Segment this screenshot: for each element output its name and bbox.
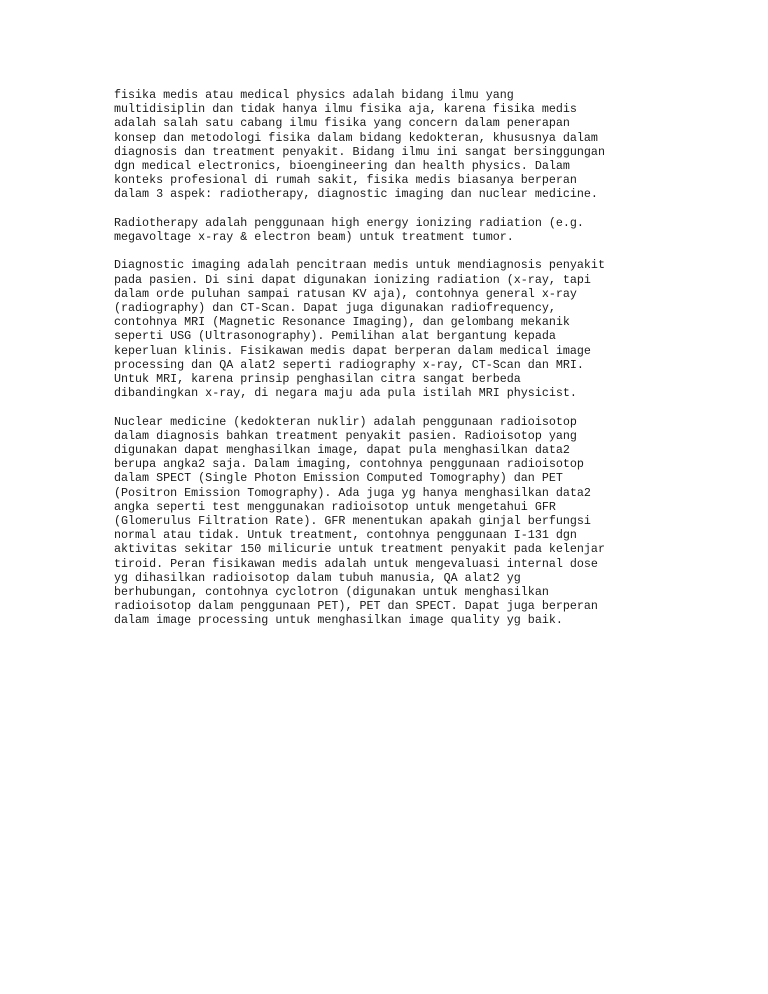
text-line: Untuk MRI, karena prinsip penghasilan citra sangat berbeda [114, 372, 521, 387]
text-line: aktivitas sekitar 150 milicurie untuk treatment penyakit pada kelenjar [114, 542, 605, 557]
text-line: konteks profesional di rumah sakit, fisika medis biasanya berperan [114, 173, 577, 188]
text-line: contohnya MRI (Magnetic Resonance Imaging), dan gelombang mekanik [114, 315, 570, 330]
text-line: seperti USG (Ultrasonography). Pemilihan alat bergantung kepada [114, 329, 556, 344]
text-line: dalam 3 aspek: radiotherapy, diagnostic imaging dan nuclear medicine. [114, 187, 598, 202]
document-body [114, 88, 674, 642]
text-line: (Positron Emission Tomography). Ada juga yg hanya menghasilkan data2 [114, 485, 591, 500]
text-line: yg dihasilkan radioisotop dalam tubuh manusia, QA alat2 yg [114, 570, 521, 585]
text-line: berupa angka2 saja. Dalam imaging, contohnya penggunaan radioisotop [114, 457, 584, 472]
text-line: diagnosis dan treatment penyakit. Bidang ilmu ini sangat bersinggungan [114, 144, 605, 159]
text-line: dalam image processing untuk menghasilkan image quality yg baik. [114, 613, 563, 628]
text-line: angka seperti test menggunakan radioisotop untuk mengetahui GFR [114, 499, 556, 514]
text-line: keperluan klinis. Fisikawan medis dapat berperan dalam medical image [114, 343, 591, 358]
text-line: Radiotherapy adalah penggunaan high energy ionizing radiation (e.g. [114, 215, 584, 230]
text-line: megavoltage x-ray & electron beam) untuk treatment tumor. [114, 230, 514, 245]
text-line: berhubungan, contohnya cyclotron (digunakan untuk menghasilkan [114, 585, 549, 600]
text-line: tiroid. Peran fisikawan medis adalah untuk mengevaluasi internal dose [114, 556, 598, 571]
text-line: (Glomerulus Filtration Rate). GFR menentukan apakah ginjal berfungsi [114, 514, 591, 529]
text-line: dgn medical electronics, bioengineering dan health physics. Dalam [114, 159, 570, 174]
text-line: Nuclear medicine (kedokteran nuklir) adalah penggunaan radioisotop [114, 414, 577, 429]
text-line: dalam orde puluhan sampai ratusan KV aja), contohnya general x-ray [114, 286, 577, 301]
text-line: dalam SPECT (Single Photon Emission Computed Tomography) dan PET [114, 471, 563, 486]
text-line: digunakan dapat menghasilkan image, dapat pula menghasilkan data2 [114, 443, 570, 458]
text-line: (radiography) dan CT-Scan. Dapat juga digunakan radiofrequency, [114, 301, 556, 316]
text-line: normal atau tidak. Untuk treatment, contohnya penggunaan I-131 dgn [114, 528, 577, 543]
text-line: dibandingkan x-ray, di negara maju ada pula istilah MRI physicist. [114, 386, 577, 401]
paragraph-radiotherapy [114, 216, 674, 244]
text-line: radioisotop dalam penggunaan PET), PET dan SPECT. Dapat juga berperan [114, 599, 598, 614]
text-line: Diagnostic imaging adalah pencitraan medis untuk mendiagnosis penyakit [114, 258, 605, 273]
paragraph-diagnostic-imaging [114, 258, 674, 400]
text-line: fisika medis atau medical physics adalah bidang ilmu yang [114, 88, 514, 102]
text-line: adalah salah satu cabang ilmu fisika yang concern dalam penerapan [114, 116, 570, 131]
text-line: multidisiplin dan tidak hanya ilmu fisika aja, karena fisika medis [114, 102, 577, 117]
text-line: processing dan QA alat2 seperti radiography x-ray, CT-Scan dan MRI. [114, 357, 584, 372]
text-line: konsep dan metodologi fisika dalam bidang kedokteran, khususnya dalam [114, 130, 598, 145]
paragraph-nuclear-medicine [114, 415, 674, 628]
paragraph-intro [114, 88, 674, 202]
text-line: pada pasien. Di sini dapat digunakan ionizing radiation (x-ray, tapi [114, 272, 591, 287]
text-line: dalam diagnosis bahkan treatment penyakit pasien. Radioisotop yang [114, 428, 577, 443]
